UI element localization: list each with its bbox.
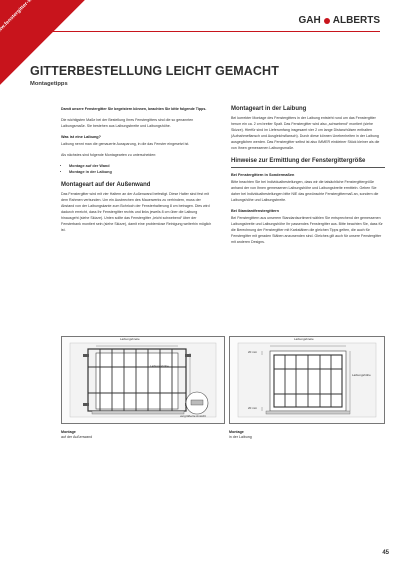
intro-bold: Damit unsere Fenstergitter Sie begeistern können, beachten Sie bitte folgende Tipps. bbox=[61, 107, 207, 111]
figure-reveal-mount bbox=[229, 336, 385, 424]
special-text: Bitte beachten Sie bei Individualbestellungen, dass wir die tatsächliche Fenstergittergröße anhand der von Ihnen gemessenen Laibungshöhe und Laibungsbreite ermitteln. Geben Sie daher bei Individualbestellungen bitte NIE das gewünschte Fenstergittermaß an, sondern die Laibungshöhe und Laibungsbreite. bbox=[231, 180, 379, 202]
reveal-side-label: Laibungshöhe bbox=[352, 373, 371, 377]
corner-banner bbox=[0, 0, 120, 120]
wall-detail-label: vergrößerte Ansicht bbox=[180, 414, 207, 418]
right-column bbox=[231, 106, 385, 250]
reveal-gap-top: 20 mm bbox=[248, 350, 258, 354]
section-heading-wall: Montageart auf der Außenwand bbox=[61, 182, 151, 188]
wall-side-label: Laibungshöhe bbox=[150, 364, 169, 368]
divider bbox=[231, 167, 385, 168]
special-heading: Bei Fenstergittern in Sondermaßen bbox=[231, 173, 295, 177]
brand-logo bbox=[299, 15, 380, 26]
caption-wall-sub: auf der Außenwand bbox=[61, 435, 93, 439]
reveal-gap-bottom: 20 mm bbox=[248, 406, 258, 410]
logo-dot-icon bbox=[324, 18, 330, 24]
header-rule bbox=[28, 31, 380, 32]
list-item: • Montage auf der Wand bbox=[69, 163, 213, 169]
question-heading: Was ist eine Laibung? bbox=[61, 135, 101, 139]
wall-mount-sketch bbox=[62, 337, 224, 423]
logo-left: GAH bbox=[298, 15, 321, 26]
hint-heading: Hinweise zur Ermittlung der Fenstergittergröße bbox=[231, 158, 366, 164]
section-text-reveal: Bei korrekter Montage des Fenstergitters in der Laibung entsteht rund um das Fenstergitter herum ein ca. 2 cm breiter Spalt. Das Fenstergitter wird also „schwebend“ montiert (siehe Skizze). Hierfür sind im Lieferumfang insgesamt vier 2 cm lange Distanzhülsen enthalten (Aufnahmeflansch und Ausgleichsflansch). Durch diese können Unebenheiten in der Laibung ausgeglichen werden. Das Fenstergitter selbst ist also IMMER einkleiner Stück kleiner als die von Ihnen gemessenen Laibungsmaße. bbox=[231, 116, 380, 150]
intro-text: Die wichtigsten Maße bei der Bestellung Ihres Fenstergitters sind die so genannten Laibungsmaße. Sie bestehen aus Laibungsbreite und Laibungshöhe. bbox=[61, 118, 194, 128]
left-column bbox=[61, 106, 213, 238]
caption-reveal bbox=[229, 430, 252, 440]
types-intro: Als nächstes sind folgende Montagearten zu unterscheiden: bbox=[61, 153, 157, 157]
types-list bbox=[61, 163, 213, 175]
wall-top-label: Laibungsbreite bbox=[120, 337, 140, 341]
question-text: Laibung nennt man die gemauerte Aussparung, in die das Fenster eingesetzt ist. bbox=[61, 142, 190, 146]
figure-wall-mount bbox=[61, 336, 225, 424]
section-heading-reveal: Montageart in der Laibung bbox=[231, 106, 307, 112]
caption-reveal-title: Montage bbox=[229, 430, 244, 434]
caption-reveal-sub: in der Laibung bbox=[229, 435, 252, 439]
reveal-top-label: Laibungsbreite bbox=[294, 337, 314, 341]
page-number: 45 bbox=[382, 550, 389, 556]
list-item: • Montage in der Laibung bbox=[69, 169, 213, 175]
section-text-wall: Das Fenstergitter wird mit vier Haltern an der Außenwand befestigt. Diese Halter sind fest mit dem Rahmen verbunden. Um ein Ausbrechen des Mauerwerks zu verhindern, muss der Abstand von der Laibungskante zum Bohrloch der Fensterhalterung 8 cm betragen. Dies wird dadurch erreicht, dass Ihr Fenstergitter rechts und links jeweils 8 cm über die Laibung hinausgeht (siehe Skizze). Unten sollte das Fenstergitter „leicht schwebend“ über der Fensterbank montiert sein (siehe Skizze), damit eine problemlose Reinigung weiterhin möglich ist. bbox=[61, 192, 212, 232]
standard-heading: Bei Standardfenstergittern bbox=[231, 209, 279, 213]
standard-text: Bei Fenstergittern aus unserem Standardsortiment wählen Sie entsprechend der gemessenen Laibungsbreite und Laibungshöhe Ihr passendes Fenstergitter aus. Bitte beachten Sie, dass für die Berechnung der Fenstergitter mit Karkstäben die gleichen Tipps gelten, die auch für Fenstergitter mit geraden Stäben anzuwenden sind. Gleiches gilt auch für unsere Fenstergitter mit anderen Designs. bbox=[231, 216, 383, 244]
page-subtitle: Montagetipps bbox=[30, 81, 68, 87]
logo-right: ALBERTS bbox=[332, 15, 380, 26]
caption-wall bbox=[61, 430, 92, 440]
caption-wall-title: Montage bbox=[61, 430, 76, 434]
page-title: GITTERBESTELLUNG LEICHT GEMACHT bbox=[30, 64, 279, 78]
